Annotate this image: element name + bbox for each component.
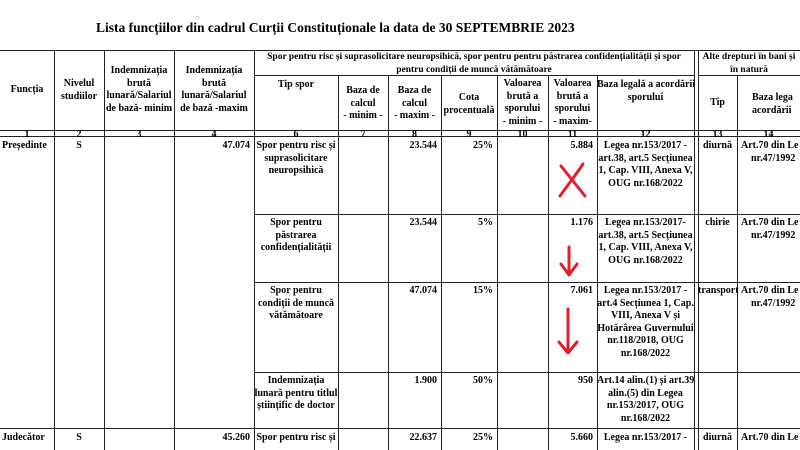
col-number: 6: [293, 129, 299, 140]
row-legal2: [741, 285, 800, 310]
header-line: sporului: [627, 91, 664, 103]
header-line: - maxim-: [553, 115, 592, 127]
col-number: 10: [517, 129, 528, 140]
row-legal: [597, 375, 694, 425]
row-val-max: 1.176: [570, 217, 593, 228]
row-indemn-max: 45.260: [222, 432, 250, 443]
header-line: Indemnizația: [110, 65, 168, 76]
grid-line: [698, 50, 699, 450]
header-line: brută: [202, 77, 226, 89]
row-legal-line: Legea nr.153/2017-: [605, 217, 686, 228]
header-line: pentru condiții de muncă vătămătoare: [396, 64, 552, 75]
row-cota: 15%: [473, 285, 493, 296]
row-baza-max: 23.544: [409, 217, 437, 228]
row-legal-line: nr.153/2017, OUG: [606, 400, 685, 411]
row-tip: transport: [698, 285, 739, 296]
row-legal2-line: nr.47/1992: [751, 152, 796, 164]
row-baza-max: 47.074: [409, 285, 437, 296]
row-tip-spor-line: vătămătoare: [269, 310, 323, 321]
col-number: 11: [567, 129, 578, 140]
row-tip: diurnă: [703, 432, 732, 443]
header-line: lunară/Salariul: [181, 90, 247, 101]
document-title: Lista funcțiilor din cadrul Curții Constituționale la data de 30 SEPTEMBRIE 2023: [96, 20, 575, 35]
header-nivel: [54, 78, 104, 103]
grid-line: [254, 372, 800, 373]
row-val-max: 5.660: [570, 432, 593, 443]
header-tip-spor: Tip spor: [277, 79, 315, 90]
col-number: 14: [763, 129, 774, 140]
header-line: Indemnizația: [185, 65, 243, 76]
header-line: sporului: [554, 103, 591, 114]
header-line: Baza de: [346, 85, 380, 96]
row-tip-spor: Spor pentru risc și: [256, 432, 336, 443]
header-spor-group: [254, 51, 694, 76]
row-tip-spor-line: neuropsihică: [268, 165, 324, 176]
row-legal-line: alin.(5) din Legea: [608, 387, 683, 399]
header-line: Spor pentru risc și suprasolicitare neuropsihică, spor pentru pentru păstrarea confidențialității și spor: [267, 52, 681, 62]
row-cota: 50%: [473, 375, 493, 386]
row-tip-spor: [254, 217, 338, 255]
header-line: - maxim -: [393, 110, 436, 121]
col-number: 8: [412, 129, 417, 140]
header-line: procentuală: [443, 104, 495, 116]
row-legal-line: Art.14 alin.(1) și art.39: [597, 375, 695, 386]
row-legal-line: art.4 Secțiunea 1, Cap.: [597, 297, 694, 309]
row-indemn-max: 47.074: [222, 140, 250, 151]
header-val-max: [548, 78, 597, 128]
col-number: 13: [712, 129, 723, 140]
header-line: Valoarea: [503, 78, 542, 89]
header-line: Cota: [458, 92, 480, 103]
header-line: Baza lega: [752, 92, 793, 103]
row-functia: Președinte: [2, 140, 47, 151]
row-legal2: Art.70 din Le: [741, 432, 799, 443]
row-legal-line: Legea nr.153/2017 -: [603, 285, 688, 296]
col-number: 2: [76, 129, 82, 140]
row-legal2-line: nr.47/1992: [751, 297, 796, 309]
header-line: de bază- minim: [105, 102, 173, 114]
header-functia: Funcția: [10, 84, 44, 95]
row-legal-line: Hotărârea Guvernului: [597, 322, 694, 334]
header-alte-drepturi: [698, 51, 800, 76]
row-legal-line: nr.168/2022: [620, 347, 671, 359]
row-legal-line: 1, Cap. VIII, Anexa V,: [598, 242, 693, 253]
header-line: sporului: [504, 103, 541, 114]
row-tip-spor-line: suprasolicitare: [264, 152, 328, 164]
header-line: calcul: [350, 97, 376, 109]
header-line: brută: [127, 77, 151, 89]
row-legal2-line: Art.70 din Le: [741, 217, 799, 228]
row-legal-line: art.38, art.5 Secțiunea: [598, 152, 693, 164]
row-tip-spor: [254, 285, 338, 323]
header-line: brută a: [556, 90, 589, 102]
row-nivel: S: [76, 432, 82, 443]
row-tip-spor-line: Spor pentru: [270, 285, 322, 296]
header-indemn-min: [104, 65, 174, 115]
row-tip-spor-line: confidențialității: [260, 242, 332, 253]
row-tip-spor-line: păstrarea: [275, 229, 317, 241]
row-legal: [597, 217, 694, 267]
row-tip-spor-line: științific de doctor: [257, 400, 335, 411]
row-nivel: S: [76, 140, 82, 151]
row-legal2-line: Art.70 din Le: [741, 140, 799, 151]
grid-line: [54, 50, 55, 450]
header-line: - minim -: [343, 110, 383, 121]
col-number: 9: [466, 129, 472, 140]
header-tip: Tip: [710, 97, 725, 108]
arrow-down-large-annotation: [555, 306, 581, 358]
header-val-min: [497, 78, 548, 128]
header-indemn-max: [174, 65, 254, 115]
header-line: brută a: [506, 90, 539, 102]
x-mark-annotation: [555, 160, 591, 200]
row-legal2-line: Art.70 din Le: [741, 285, 799, 296]
row-functia: Judecător: [2, 432, 45, 443]
grid-line: [254, 214, 800, 215]
header-line: Alte drepturi în bani și: [702, 52, 796, 62]
row-legal: [597, 285, 694, 360]
header-line: Valoarea: [553, 78, 592, 89]
header-nivel-line: studiilor: [60, 90, 98, 102]
row-baza-max: 22.637: [409, 432, 437, 443]
col-number: 4: [211, 129, 217, 140]
row-legal-line: Legea nr.153/2017 -: [603, 140, 688, 151]
row-legal2: [741, 217, 800, 242]
row-legal2-line: nr.47/1992: [751, 229, 796, 241]
header-line: Baza de: [397, 85, 432, 96]
header-baza-legala-2: [752, 92, 800, 117]
row-legal2: [741, 140, 800, 165]
row-legal-line: OUG nr.168/2022: [608, 254, 683, 266]
row-tip-spor: [254, 140, 338, 178]
header-line: calcul: [402, 97, 427, 109]
row-tip: chirie: [705, 217, 730, 228]
header-line: Baza legală a acordării: [597, 79, 696, 90]
grid-line: [694, 50, 695, 450]
row-val-max: 5.884: [570, 140, 593, 151]
header-baza-max: [388, 85, 441, 123]
header-cota: [441, 92, 497, 117]
row-legal-line: OUG nr.168/2022: [608, 177, 683, 189]
col-number: 7: [360, 129, 366, 140]
col-number: 1: [24, 129, 30, 140]
col-number: 3: [136, 129, 142, 140]
header-line: - minim -: [502, 115, 543, 127]
stray-mark: ○: [195, 13, 200, 22]
row-tip-spor-line: Indemnizația: [267, 375, 325, 386]
row-tip: diurnă: [703, 140, 732, 151]
row-legal: [597, 140, 694, 190]
row-legal-line: nr.118/2018, OUG: [607, 335, 684, 346]
row-val-max: 7.061: [570, 285, 593, 296]
row-legal-line: VIII, Anexa V și: [610, 310, 681, 321]
grid-line: [0, 428, 800, 429]
row-legal-line: art.38, art.5 Secțiunea: [598, 229, 693, 241]
header-baza-legala: [597, 79, 694, 104]
row-tip-spor-line: condiții de muncă: [257, 297, 335, 309]
row-val-max: 950: [578, 375, 593, 386]
grid-line: [254, 282, 800, 283]
row-baza-max: 1.900: [414, 375, 437, 386]
header-line: de bază -maxim: [180, 102, 248, 114]
header-line: lunară/Salariul: [106, 90, 172, 101]
arrow-down-small-annotation: [557, 244, 581, 280]
row-legal-line: nr.168/2022: [620, 412, 671, 424]
header-line: acordării: [752, 104, 792, 116]
row-tip-spor-line: lunară pentru titlul: [254, 387, 338, 399]
col-number: 12: [640, 129, 651, 140]
row-cota: 25%: [473, 140, 493, 151]
header-line: în natură: [730, 64, 768, 75]
row-cota: 5%: [478, 217, 493, 228]
row-tip-spor: [254, 375, 338, 413]
header-nivel-line: Nivelul: [63, 78, 95, 89]
row-cota: 25%: [473, 432, 493, 443]
row-tip-spor-line: Spor pentru: [270, 217, 322, 228]
row-legal: Legea nr.153/2017 -: [603, 432, 688, 443]
row-legal-line: 1, Cap. VIII, Anexa V,: [598, 165, 693, 176]
row-tip-spor-line: Spor pentru risc și: [256, 140, 336, 151]
header-baza-min: [338, 85, 388, 123]
row-baza-max: 23.544: [409, 140, 437, 151]
